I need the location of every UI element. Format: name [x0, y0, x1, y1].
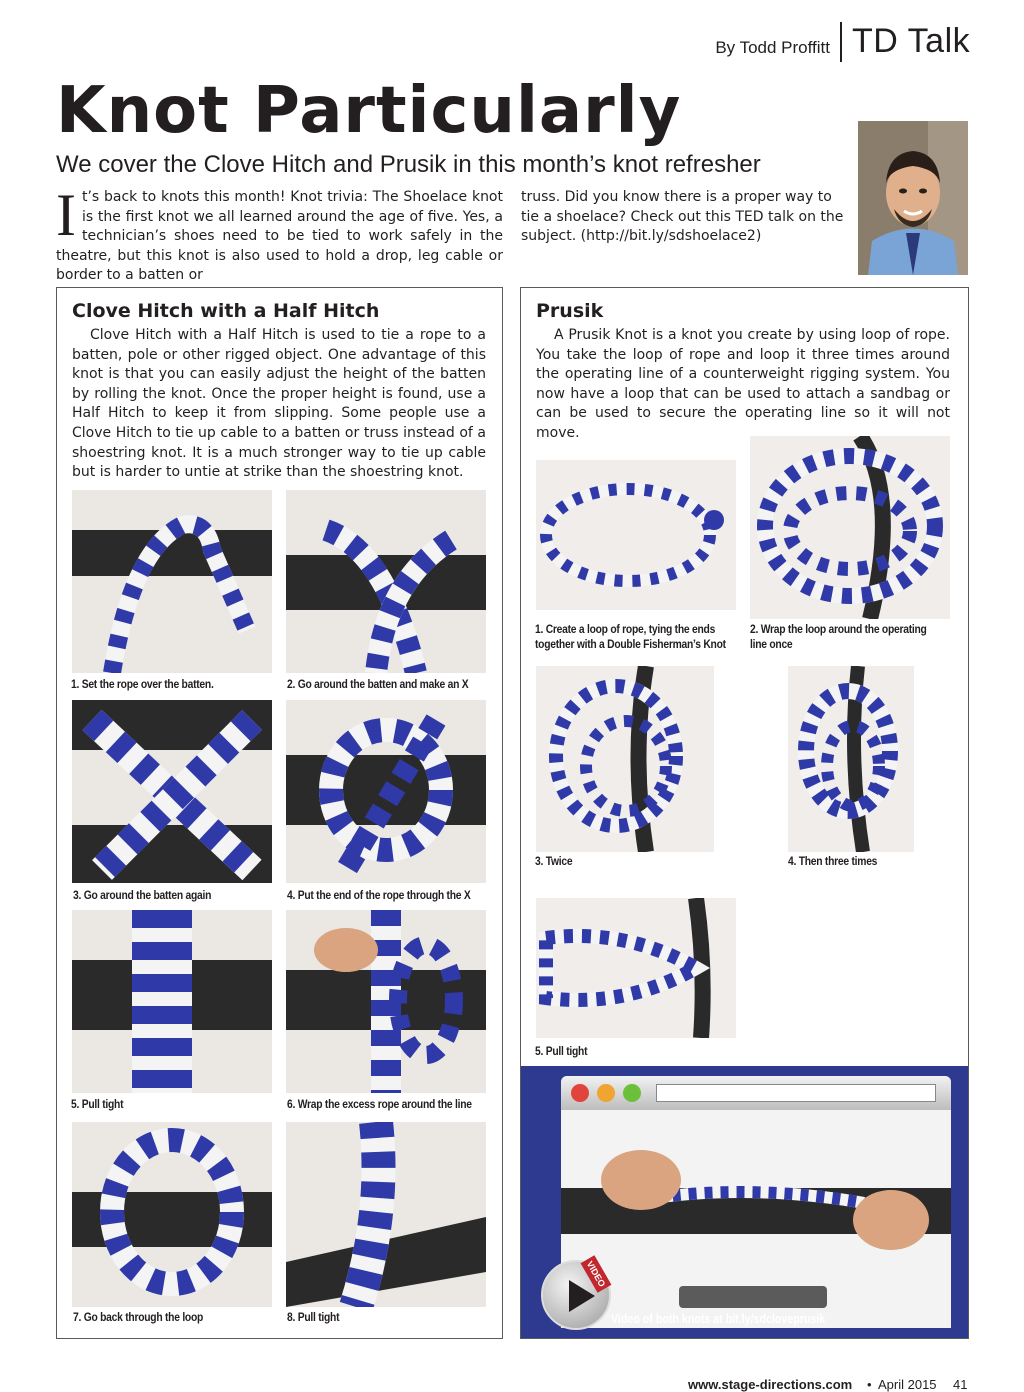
page-number: 41 — [953, 1377, 968, 1392]
drop-cap: I — [56, 182, 76, 248]
prusik-step-5-caption: 5. Pull tight — [535, 1044, 588, 1058]
video-controls[interactable] — [679, 1286, 827, 1308]
close-icon — [571, 1084, 589, 1102]
clove-step-3-photo — [72, 700, 272, 883]
author-photo — [858, 121, 968, 275]
clove-hitch-title: Clove Hitch with a Half Hitch — [72, 300, 380, 322]
address-bar — [656, 1084, 936, 1102]
clove-step-5-photo — [72, 910, 272, 1093]
clove-step-8-caption: 8. Pull tight — [287, 1310, 340, 1324]
prusik-step-2-photo — [750, 436, 950, 619]
prusik-step-5-photo — [536, 898, 736, 1038]
video-caption[interactable]: Video of both knots at bit.ly/sdcloveprusik — [611, 1311, 826, 1326]
clove-step-2-photo — [286, 490, 486, 673]
intro-left-text: t’s back to knots this month! Knot trivia: The Shoelace knot is the first knot we all learned around the age of five. Yes, a technician’s shoes need to be tied to work safely in the theatre, but this knot is also used to hold a drop, leg cable or border to a batten or — [56, 189, 503, 283]
prusik-step-1-caption: 1. Create a loop of rope, tying the ends together with a Double Fisherman’s Knot — [535, 622, 726, 651]
prusik-step-4-photo — [788, 666, 914, 852]
header-divider — [840, 22, 842, 62]
byline: By Todd Proffitt — [715, 38, 830, 57]
prusik-step-3-photo — [536, 666, 714, 852]
maximize-icon — [623, 1084, 641, 1102]
prusik-step-1-photo — [536, 460, 736, 610]
clove-step-6-caption: 6. Wrap the excess rope around the line — [287, 1097, 472, 1111]
clove-step-4-caption: 4. Put the end of the rope through the X — [287, 888, 471, 902]
footer-url[interactable]: www.stage-directions.com — [688, 1377, 853, 1392]
clove-step-1-photo — [72, 490, 272, 673]
footer-separator: • — [867, 1377, 872, 1392]
footer-date: April 2015 — [878, 1377, 937, 1392]
clove-step-7-photo — [72, 1122, 272, 1307]
clove-step-8-photo — [286, 1122, 486, 1307]
prusik-step-4-caption: 4. Then three times — [788, 854, 878, 868]
clove-step-2-caption: 2. Go around the batten and make an X — [287, 677, 469, 691]
prusik-title: Prusik — [536, 300, 604, 322]
intro-right-column: truss. Did you know there is a proper way to tie a shoelace? Check out this TED talk on the subject. (http://bit.ly/sdshoelace2) — [521, 189, 844, 244]
clove-hitch-body: Clove Hitch with a Half Hitch is used to tie a rope to a batten, pole or other rigged object. One advantage of this knot is that you can easily adjust the height of the batten by rolling the knot. Once the proper height is found, use a Half Hitch to keep it from slipping. Some people use a Clove Hitch to tie up cable to a batten or truss instead of a shoestring knot. It is a much stronger way to tie up cable but is harder to untie at strike than the shoestring knot. — [72, 327, 486, 481]
prusik-step-2-caption: 2. Wrap the loop around the operating line once — [750, 622, 927, 651]
headline: Knot Particularly — [56, 74, 682, 148]
prusik-step-3-caption: 3. Twice — [535, 854, 573, 868]
video-window — [561, 1076, 951, 1328]
clove-step-7-caption: 7. Go back through the loop — [73, 1310, 204, 1324]
video-badge: VIDEO — [581, 1255, 612, 1292]
video-promo[interactable] — [521, 1066, 968, 1338]
minimize-icon — [597, 1084, 615, 1102]
clove-step-4-photo — [286, 700, 486, 883]
section-title: TD Talk — [852, 22, 971, 60]
deck: We cover the Clove Hitch and Prusik in this month’s knot refresher — [56, 151, 761, 178]
clove-step-6-photo — [286, 910, 486, 1093]
window-titlebar — [561, 1076, 951, 1110]
intro-left-column — [56, 182, 503, 286]
clove-step-1-caption: 1. Set the rope over the batten. — [71, 677, 214, 691]
clove-step-5-caption: 5. Pull tight — [71, 1097, 124, 1111]
prusik-body: A Prusik Knot is a knot you create by using loop of rope. You take the loop of rope and loop it three times around the operating line of a counterweight rigging system. You now have a loop that can be used to attach a sandbag or can be used to secure the operating line so it will not move. — [536, 327, 950, 441]
clove-step-3-caption: 3. Go around the batten again — [73, 888, 212, 902]
